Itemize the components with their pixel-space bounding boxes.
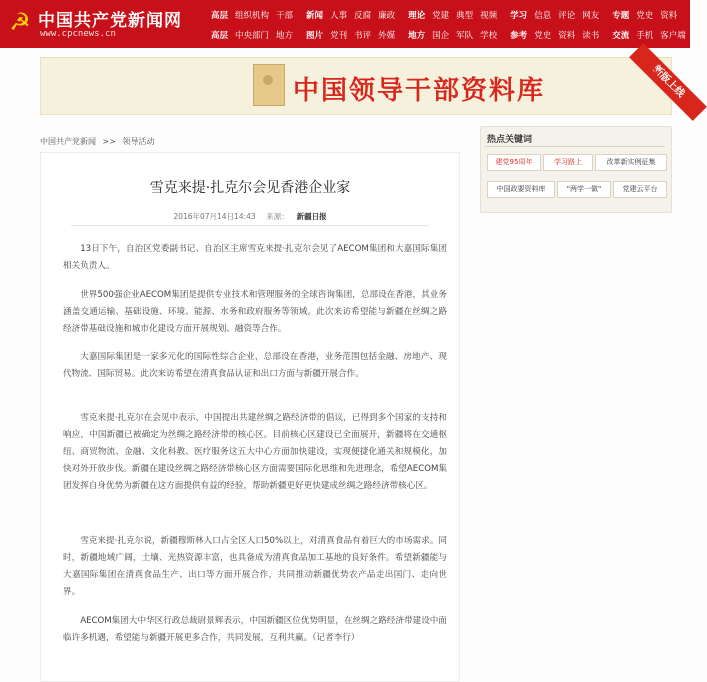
site-title: 中国共产党新闻网: [38, 11, 182, 31]
nav-link[interactable]: 资料: [558, 31, 576, 41]
nav-link[interactable]: 客户端: [660, 31, 686, 41]
folder-icon: [253, 64, 285, 106]
keyword-tag[interactable]: 改革新实例征集: [595, 154, 667, 171]
nav-link[interactable]: 网友: [582, 11, 600, 21]
hot-keywords-title: 热点关键词: [487, 135, 533, 145]
nav-link[interactable]: 廉政: [378, 11, 396, 21]
nav-row-1: [205, 6, 684, 24]
nav-link[interactable]: 交流: [612, 31, 630, 41]
article-paragraph: 13日下午，自治区党委副书记、自治区主席雪克来提·扎克尔会见了AECOM集团和大嘉国际集团相关负责人。: [63, 244, 447, 271]
nav-link[interactable]: 读书: [582, 31, 600, 41]
site-header: [0, 0, 690, 48]
article-meta: [41, 211, 459, 222]
site-logo[interactable]: [6, 4, 196, 44]
nav-link[interactable]: 党建: [432, 11, 450, 21]
banner-new-badge: NEW: [638, 55, 661, 78]
article-source-label: 来源：: [266, 212, 289, 221]
article-paragraph: 大嘉国际集团是一家多元化的国际性综合企业，总部设在香港，业务范围包括金融、房地产、现代物流、国际贸易。此次来访希望在清真食品认证和出口方面与新疆开展合作。: [63, 352, 447, 379]
keyword-tag[interactable]: 学习路上: [543, 154, 593, 171]
nav-link[interactable]: 外媒: [378, 31, 396, 41]
breadcrumb-home-link[interactable]: 中国共产党新闻: [40, 137, 96, 146]
article-paragraph: 世界500强企业AECOM集团是提供专业技术和管理服务的全球咨询集团，总部设在香港，其业务涵盖交通运输、基础设施、环境、能源、水务和政府服务等领域。此次来访希望能与新疆在丝绸之路经济带基础设施和城市化建设方面开展规划、融资等合作。: [63, 290, 447, 334]
nav-link[interactable]: 党史: [636, 11, 654, 21]
hot-keywords-divider: [485, 146, 665, 147]
keyword-tag[interactable]: 党建云平台: [613, 181, 667, 198]
nav-link[interactable]: 资料: [660, 11, 678, 21]
nav-link[interactable]: 党刊: [330, 31, 348, 41]
nav-link[interactable]: 专题: [612, 11, 630, 21]
article-paragraph: 雪克来提·扎克尔说，新疆穆斯林人口占全区人口50%以上，对清真食品有着巨大的市场需求。同时，新疆地域广阔，土壤、光热资源丰富，也具备成为清真食品加工基地的良好条件。希望新疆能与大嘉国际集团在清真食品生产、出口等方面开展合作，共同推动新疆优势农产品走出国门、走向世界。: [63, 536, 447, 597]
article-title: 雪克来提·扎克尔会见香港企业家: [149, 180, 351, 196]
nav-link[interactable]: 党史: [534, 31, 552, 41]
nav-link[interactable]: 学校: [480, 31, 498, 41]
nav-row-2: [205, 26, 693, 44]
nav-link[interactable]: 书评: [354, 31, 372, 41]
article-paragraph: AECOM集团大中华区行政总裁尉景辉表示，中国新疆区位优势明显，在丝绸之路经济带建设中面临许多机遇，希望能与新疆开展更多合作，共同发展，互利共赢。（记者李行）: [63, 616, 447, 643]
nav-link[interactable]: 高层: [211, 11, 229, 21]
banner-title: 中国领导干部资料库: [293, 76, 546, 106]
nav-link[interactable]: 新闻: [306, 11, 324, 21]
nav-link[interactable]: 图片: [306, 31, 324, 41]
nav-link[interactable]: 军队: [456, 31, 474, 41]
nav-link[interactable]: 干部: [276, 11, 294, 21]
nav-link[interactable]: 中央部门: [235, 31, 270, 41]
nav-link[interactable]: 地方: [276, 31, 294, 41]
nav-link[interactable]: 信息: [534, 11, 552, 21]
hot-keywords-panel: [480, 126, 672, 213]
nav-link[interactable]: 人事: [330, 11, 348, 21]
nav-link[interactable]: 评论: [558, 11, 576, 21]
nav-link[interactable]: 典型: [456, 11, 474, 21]
nav-link[interactable]: 手机: [636, 31, 654, 41]
site-url: www.cpcnews.cn: [40, 29, 116, 39]
nav-link[interactable]: 视频: [480, 11, 498, 21]
nav-link[interactable]: 参考: [510, 31, 528, 41]
party-emblem-icon: ☭: [9, 8, 31, 36]
article-divider: [71, 225, 429, 226]
article-date: 2016年07月14日14:43: [173, 212, 256, 221]
nav-link[interactable]: 理论: [408, 11, 426, 21]
article-panel: [40, 152, 460, 682]
keyword-tag[interactable]: 中国政要资料库: [487, 181, 555, 198]
nav-link[interactable]: 学习: [510, 11, 528, 21]
breadcrumb-separator: >>: [102, 137, 116, 146]
keyword-tag[interactable]: 建党95周年: [487, 154, 541, 171]
nav-link[interactable]: 国企: [432, 31, 450, 41]
nav-link[interactable]: 组织机构: [235, 11, 270, 21]
nav-link[interactable]: 反腐: [354, 11, 372, 21]
breadcrumb-section-link[interactable]: 领导活动: [122, 137, 155, 146]
article-paragraph: 雪克来提·扎克尔在会见中表示，中国提出共建丝绸之路经济带的倡议，已得到多个国家的支持和响应，中国新疆已被确定为丝绸之路经济带的核心区。目前核心区建设已全面展开，新疆将在交通枢纽、商贸物流、金融、文化科教、医疗服务这五大中心方面加快建设，实现便捷化通关和规模化，加快对外开放步伐。新疆在建设丝绸之路经济带核心区方面需要国际化思维和先进理念，希望AECOM集团发挥自身优势为新疆在这方面提供有益的经验，帮助新疆更好更快建成丝绸之路经济带核心区。: [63, 413, 447, 491]
breadcrumb: [40, 136, 159, 147]
article-source-link[interactable]: 新疆日报: [296, 212, 327, 221]
nav-link[interactable]: 高层: [211, 31, 229, 41]
nav-link[interactable]: 地方: [408, 31, 426, 41]
promo-banner[interactable]: [40, 55, 687, 115]
banner-ribbon: 新版上线: [629, 43, 707, 121]
keyword-tag[interactable]: "两学一做": [557, 181, 611, 198]
